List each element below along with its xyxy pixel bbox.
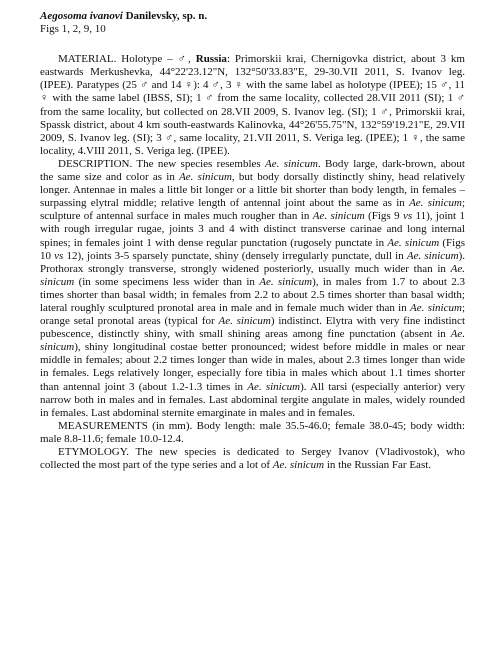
species-ref: Ae. sinicum [40,328,465,354]
description-text: 12), joints 3-5 sparsely punctate, shiny (densely irregularly punctate, dull in [63,249,407,262]
material-country: Russia [195,53,227,66]
description-text: . Body large, dark-brown, about the same size and color as in [40,157,465,184]
species-name: Aegosoma ivanovi [40,10,123,22]
description-text: ) indistinct. Elytra with very fine indistinct pubescence, distinctly shiny, with small shining areas among fine punctation (absent in [40,315,465,341]
description-text: ; sculpture of antennal surface in males much rougher than in [40,197,465,223]
description-text: ), shiny longitudinal costae better pronounced; widest before middle in males or near middle in females; about 2.2 times longer than wide in males, about 2.3 times longer than wide in females. Legs relatively longer, especially fore tibia in males which about 1.1 times shorter than antennal joint 3 (about 1.2-1.3 times in [40,341,465,393]
description-text: ; orange setal pronotal areas (typical for [40,301,465,328]
etymology-paragraph [40,446,465,472]
species-heading [40,10,465,23]
material-lead: MATERIAL. [58,53,122,66]
species-ref: Ae. sinicum [410,301,462,314]
etymology-text: in the Russian Far East. [324,459,432,472]
species-ref: Ae. sinicum [179,171,232,184]
species-ref: Ae. sinicum [40,262,465,288]
species-ref: Ae. sinicum [218,315,271,328]
measurements-paragraph [40,420,465,446]
description-text: 11), joint 1 with rough irregular rugae, joints 3 and 4 with distinct transverse carinae and long internal spines; in females joint 1 with dense regular punctation (rugosely punctate in [40,210,465,249]
description-lead: DESCRIPTION. [58,157,137,170]
species-ref: Ae. sinicum [272,459,325,472]
species-ref: Ae. sinicum [259,275,313,288]
description-text: (Figs 10 [40,236,465,262]
description-text: ), in males from 1.7 to about 2.3 times shorter than basal width; in females from 2.2 to about 2.5 times shorter than basal width; lateral roughly sculptured pronotal area in male and in female much wider than in [40,275,465,314]
material-text-2: : Primorskii krai, Chernigovka district, about 3 km eastwards Merkushevka, 44°22'23.12"N, 132°50'33.83"E, 29-30.VII 2011, S. Ivanov leg. (IPEE). Paratypes (25 ♂ and 14 ♀): 4 ♂, 3 ♀ with the same label as holotype (IPEE); 15 ♂, 11 ♀ with the same label (IBSS, SI); 1 ♂ from the same locality, collected 28.VII 2011 (SI); 1 ♂ from the same locality, but collected on 28.VII 2009, S. Ivanov leg. (SI); 1 ♂, Primorskii krai, Spassk district, about 4 km south-eastwards Kalinovka, 44°26'55.75"N, 132°59'19.21"E, 29.VII 2009, S. Ivanov leg. (SI); 3 ♂, same locality, 21.VII 2011, S. Veriga leg. (IPEE); 1 ♀, the same locality, 4.VIII 2011, S. Veriga leg. (IPEE). [40,53,465,157]
species-ref: Ae. sinicum [409,197,462,210]
description-text: (in some specimens less wider than in [74,275,260,288]
description-text: , but body dorsally distinctly shiny, head relatively longer. Antennae in males a little bit longer or a little bit shorter than body length, in females – surpassing elytral middle; relative length of antennal joint about the same as in [40,171,465,210]
description-text: (Figs 9 [364,210,403,223]
species-author: Danilevsky, sp. n. [125,10,208,22]
material-paragraph [40,53,465,158]
species-ref: Ae. sinicum [312,210,365,223]
description-text: ). Prothorax strongly transverse, strongly widened posteriorly, usually much wider than in [40,249,465,275]
description-text: The new species resembles [136,157,266,170]
species-ref: Ae. sinicum [406,249,459,262]
species-ref: Ae. sinicum [387,236,440,249]
material-text-1: Holotype – ♂, [121,53,196,66]
species-title [40,10,207,22]
etymology-text: The new species is dedicated to Sergey Ivanov (Vladivostok), who collected the most part of the type series and a lot of [40,446,465,472]
description-paragraph [40,158,465,420]
species-ref: Ae. sinicum [247,380,301,393]
measurements-lead: MEASUREMENTS (in mm). [58,419,197,432]
vs-text: vs [54,249,64,262]
figure-references: Figs 1, 2, 9, 10 [40,23,106,36]
vs-text: vs [402,210,413,223]
species-ref: Ae. sinicum [265,157,318,170]
etymology-lead: ETYMOLOGY. [58,446,136,458]
measurements-text: Body length: male 35.5-46.0; female 38.0-45; body width: male 8.8-11.6; female 10.0-12.4. [40,419,465,445]
description-text: ). All tarsi (especially anterior) very narrow both in males and in females. Last abdominal tergite angulate in males, widely rounded in females. Last abdominal sternite emarginate in males and in females. [40,380,465,419]
